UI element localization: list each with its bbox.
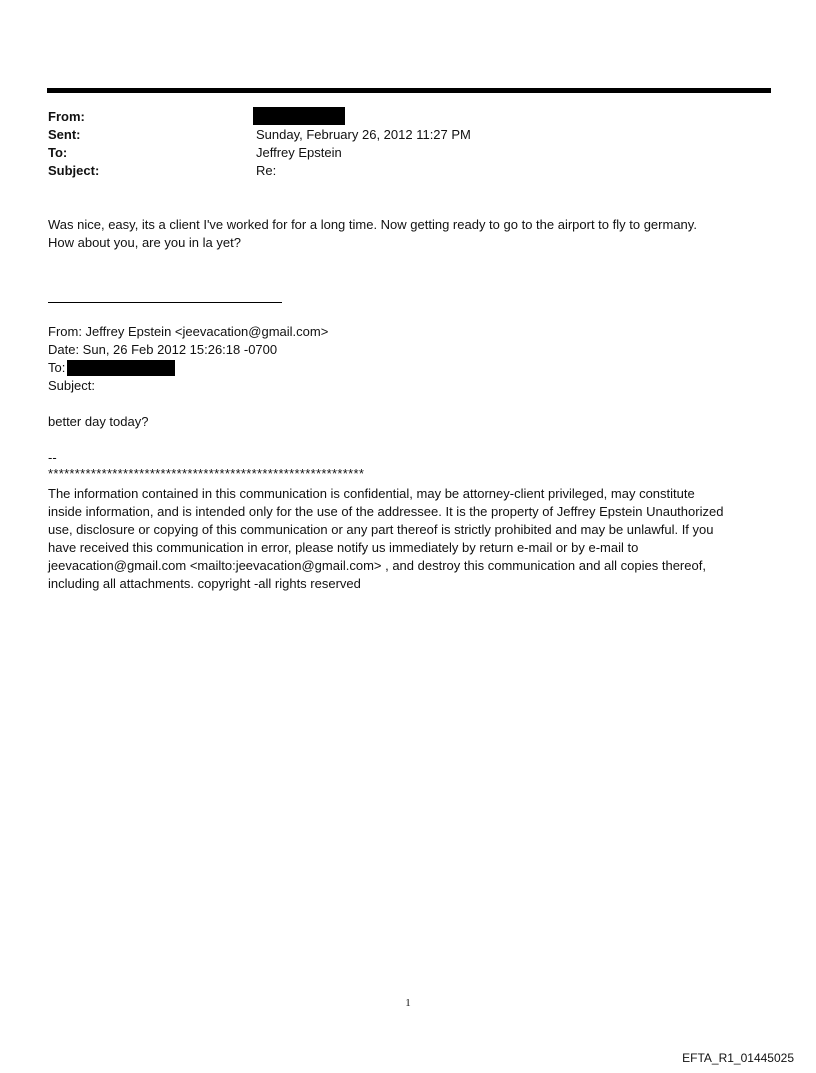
page-number: 1 [405, 997, 411, 1009]
to-label: To: [48, 145, 68, 160]
disclaimer-line-3: use, disclosure or copying of this communication or any part thereof is strictly prohibited and may be unlawful. If you [48, 522, 714, 537]
disclaimer-line-6: including all attachments. copyright -all rights reserved [48, 576, 361, 591]
to-value: Jeffrey Epstein [256, 145, 342, 160]
quoted-message: better day today? [48, 414, 149, 429]
disclaimer-line-5: jeevacation@gmail.com <mailto:jeevacation@gmail.com> , and destroy this communication and all copies thereof, [48, 558, 706, 573]
signature-dashes: -- [48, 450, 57, 465]
redacted-to [67, 360, 175, 376]
quoted-date: Date: Sun, 26 Feb 2012 15:26:18 -0700 [48, 342, 278, 357]
quoted-subject: Subject: [48, 378, 95, 393]
subject-value: Re: [256, 163, 277, 178]
subject-label: Subject: [48, 163, 100, 178]
sent-value: Sunday, February 26, 2012 11:27 PM [256, 127, 471, 142]
disclaimer-line-2: inside information, and is intended only for the use of the addressee. It is the property of Jeffrey Epstein Unauthorized [48, 504, 724, 519]
sent-label: Sent: [48, 127, 81, 142]
signature-stars: *********************************************************** [48, 466, 365, 481]
top-rule [47, 88, 771, 93]
quoted-to-label: To: [48, 360, 66, 375]
redacted-from [253, 107, 345, 125]
document-id: EFTA_R1_01445025 [682, 1051, 794, 1065]
quoted-from: From: Jeffrey Epstein <jeevacation@gmail.com> [48, 324, 329, 339]
reply-line-2: How about you, are you in la yet? [48, 235, 241, 250]
from-label: From: [48, 109, 85, 124]
disclaimer-line-1: The information contained in this communication is confidential, may be attorney-client privileged, may constitute [48, 486, 695, 501]
disclaimer-line-4: have received this communication in error, please notify us immediately by return e-mail or by e-mail to [48, 540, 639, 555]
reply-line-1: Was nice, easy, its a client I've worked for for a long time. Now getting ready to go to the airport to fly to germany. [48, 217, 697, 232]
quote-separator [48, 302, 282, 303]
